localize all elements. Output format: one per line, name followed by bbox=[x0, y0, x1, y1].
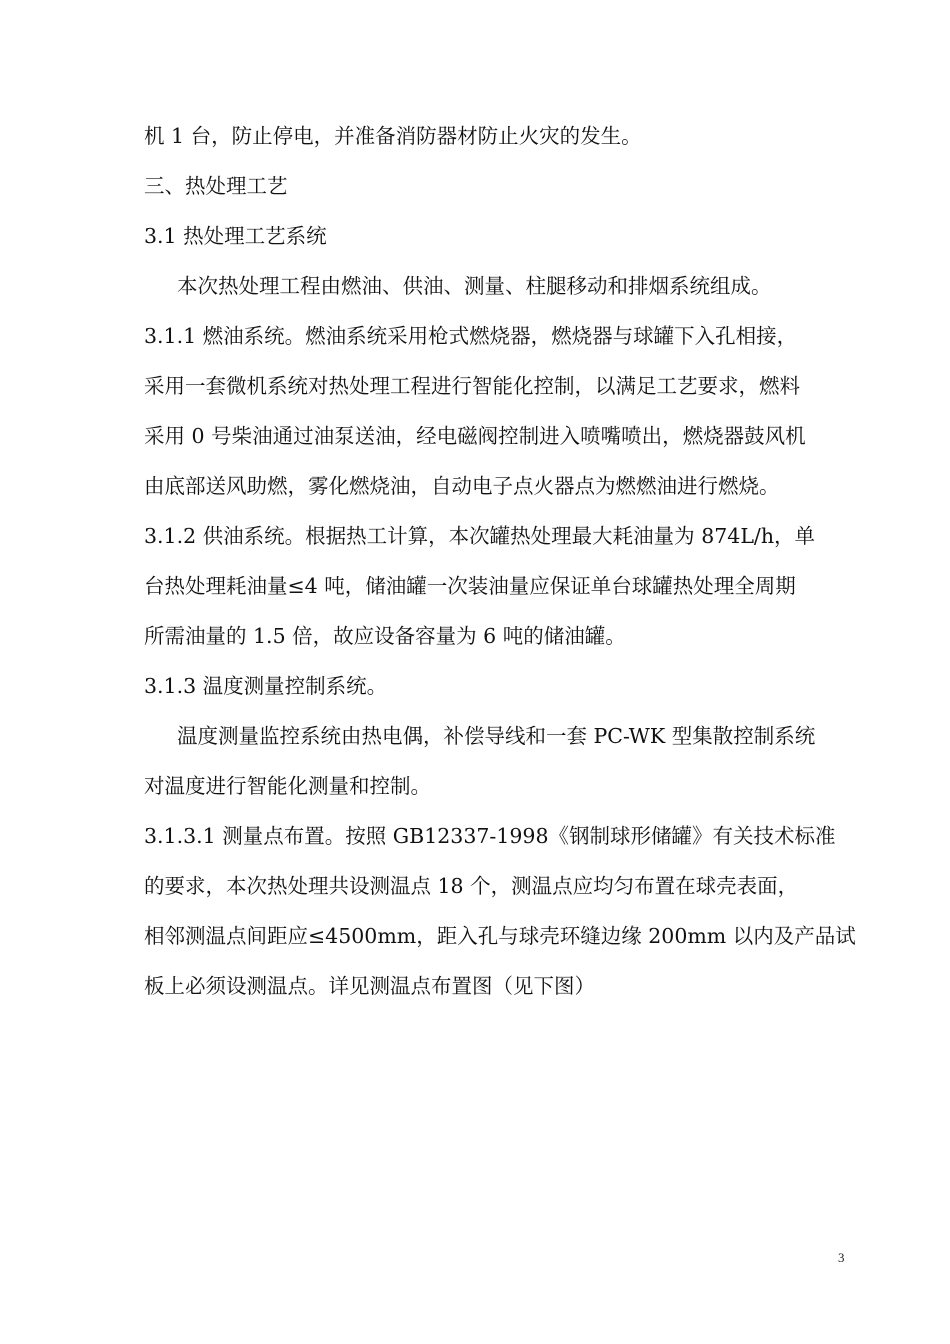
text-line: 采用 0 号柴油通过油泵送油，经电磁阀控制进入喷嘴喷出，燃烧器鼓风机 bbox=[144, 424, 806, 448]
text-line: 3.1.3.1 测量点布置。按照 GB12337-1998《钢制球形储罐》有关技术标准 bbox=[144, 824, 836, 848]
text-line: 对温度进行智能化测量和控制。 bbox=[144, 774, 431, 798]
subsection-heading: 3.1.3 温度测量控制系统。 bbox=[144, 674, 388, 698]
section-heading: 三、热处理工艺 bbox=[144, 174, 288, 198]
text-line: 3.1.1 燃油系统。燃油系统采用枪式燃烧器，燃烧器与球罐下入孔相接， bbox=[144, 324, 798, 348]
text-line: 相邻测温点间距应≤4500mm，距入孔与球壳环缝边缘 200mm 以内及产品试 bbox=[144, 924, 856, 948]
text-line: 所需油量的 1.5 倍，故应设备容量为 6 吨的储油罐。 bbox=[144, 624, 626, 648]
text-line: 采用一套微机系统对热处理工程进行智能化控制，以满足工艺要求，燃料 bbox=[144, 374, 800, 398]
text-line: 由底部送风助燃，雾化燃烧油，自动电子点火器点为燃燃油进行燃烧。 bbox=[144, 474, 780, 498]
text-line: 3.1.2 供油系统。根据热工计算，本次罐热处理最大耗油量为 874L/h，单 bbox=[144, 524, 816, 548]
text-line: 温度测量监控系统由热电偶，补偿导线和一套 PC-WK 型集散控制系统 bbox=[177, 724, 816, 748]
body-text bbox=[144, 115, 856, 1015]
text-line: 的要求，本次热处理共设测温点 18 个，测温点应均匀布置在球壳表面， bbox=[144, 874, 799, 898]
text-line: 台热处理耗油量≤4 吨，储油罐一次装油量应保证单台球罐热处理全周期 bbox=[144, 574, 796, 598]
subsection-heading: 3.1 热处理工艺系统 bbox=[144, 224, 327, 248]
text-line: 本次热处理工程由燃油、供油、测量、柱腿移动和排烟系统组成。 bbox=[177, 274, 772, 298]
page-number: 3 bbox=[838, 1250, 845, 1265]
text-line: 板上必须设测温点。详见测温点布置图（见下图） bbox=[144, 974, 595, 998]
text-line: 机 1 台，防止停电，并准备消防器材防止火灾的发生。 bbox=[144, 124, 642, 148]
